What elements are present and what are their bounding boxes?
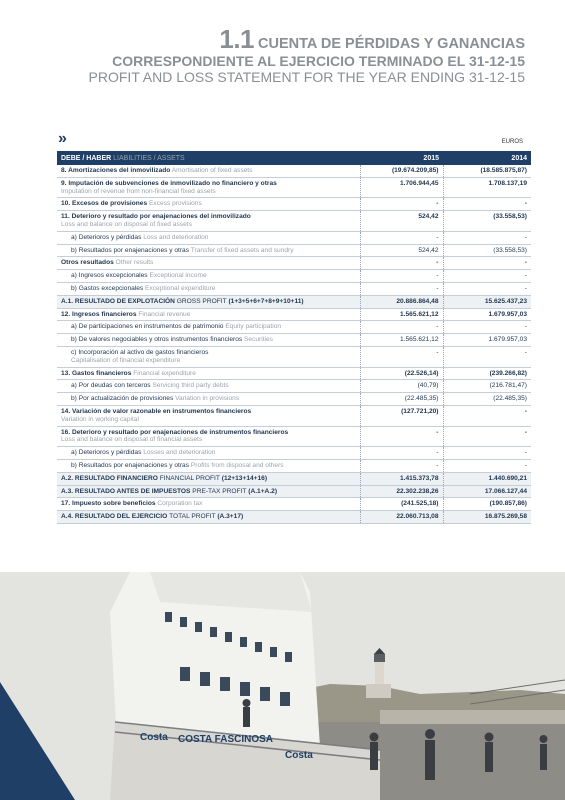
- header-title-line-1: [89, 24, 525, 54]
- row-label-es: A.1. RESULTADO DE EXPLOTACIÓN: [61, 297, 175, 305]
- row-label: [57, 231, 360, 244]
- value-2014: (190.857,86): [443, 498, 531, 511]
- value-2015: (40,79): [360, 380, 443, 393]
- row-label-en: Amortisation of fixed assets: [171, 167, 253, 174]
- row-label-es: 13. Gastos financieros: [61, 369, 132, 377]
- row-label-en: Financial revenue: [138, 310, 191, 318]
- row-label-en: Financial expenditure: [133, 369, 196, 377]
- ship-photo-illustration: [0, 572, 565, 800]
- row-label: [57, 244, 360, 257]
- row-label-en: Servicing third party debts: [152, 382, 229, 390]
- value-2015: -: [360, 282, 443, 295]
- value-2014: (22.485,35): [443, 393, 531, 406]
- table-row: [57, 282, 531, 295]
- table-row: [57, 447, 531, 460]
- table-row: [57, 405, 531, 426]
- value-2015: (127.721,20): [360, 405, 443, 426]
- row-label-es: 14. Variación de valor razonable en instrumentos financieros: [61, 407, 252, 415]
- row-formula: (1+3+5+6+7+8+9+10+11): [228, 297, 304, 305]
- value-2014: 17.066.127,44: [443, 485, 531, 498]
- value-2014: (18.585.875,87): [443, 165, 531, 177]
- hull-text-costa-2: Costa: [285, 750, 313, 761]
- value-2014: 1.679.957,03: [443, 308, 531, 321]
- row-label: [57, 334, 360, 347]
- row-label-en: Equity participation: [225, 323, 282, 331]
- hull-text-fascinosa: COSTA FASCINOSA: [178, 734, 274, 745]
- value-2015: (241.525,18): [360, 498, 443, 511]
- row-label: [57, 270, 360, 283]
- row-label-en: GROSS PROFIT: [176, 297, 227, 305]
- table-row: [57, 231, 531, 244]
- value-2015: 22.060.713,08: [360, 511, 443, 524]
- row-label-en: Variation in provisions: [175, 395, 240, 403]
- value-2014: (33.558,53): [443, 211, 531, 232]
- table-row: [57, 380, 531, 393]
- value-2015: (19.674.209,85): [360, 165, 443, 177]
- row-label-es: b) Gastos excepcionales: [71, 284, 144, 292]
- value-2015: 524,42: [360, 211, 443, 232]
- row-label: [57, 380, 360, 393]
- row-label: [57, 426, 360, 447]
- row-label: [57, 511, 360, 524]
- row-label-en: Corporation tax: [157, 500, 203, 508]
- row-label: [57, 282, 360, 295]
- row-label-es: c) Incorporación al activo de gastos financieros: [71, 348, 209, 356]
- row-label-es: a) Deterioros y pérdidas: [71, 233, 142, 241]
- value-2014: 1.708.137,19: [443, 177, 531, 198]
- row-label-es: 16. Deterioro y resultado por enajenaciones de instrumentos financieros: [61, 428, 289, 436]
- row-label-en: Imputation of revenue from non-financial fixed assets: [61, 187, 216, 195]
- row-label-en: Exceptional expenditure: [145, 284, 216, 292]
- value-2014: 16.875.269,58: [443, 511, 531, 524]
- row-label-es: b) De valores negociables y otros instrumentos financieros: [71, 336, 243, 344]
- header-label: [57, 151, 360, 165]
- row-label-en: TOTAL PROFIT: [169, 513, 216, 521]
- row-label: [57, 308, 360, 321]
- value-2014: -: [443, 447, 531, 460]
- report-header: [88, 24, 525, 85]
- row-label-es: Otros resultados: [61, 259, 114, 267]
- row-label: [57, 405, 360, 426]
- value-2014: -: [443, 231, 531, 244]
- value-2015: -: [360, 257, 443, 270]
- value-2014: -: [443, 346, 531, 367]
- row-label-en: Capitalisation of financial expenditure: [71, 356, 181, 364]
- row-formula: (A.3+17): [217, 513, 244, 521]
- value-2014: 15.625.437,23: [443, 295, 531, 308]
- value-2014: 1.440.690,21: [443, 472, 531, 485]
- table-row: [57, 498, 531, 511]
- value-2015: -: [360, 346, 443, 367]
- row-label-en: Exceptional income: [149, 272, 207, 280]
- row-label-en: Other results: [115, 259, 154, 267]
- chevron-icon: »: [58, 130, 67, 147]
- value-2014: -: [443, 321, 531, 334]
- row-label: [57, 393, 360, 406]
- row-label-es: 12. Ingresos financieros: [61, 310, 137, 318]
- row-label: [57, 198, 360, 211]
- row-label-es: a) Ingresos excepcionales: [71, 272, 148, 280]
- value-2015: -: [360, 198, 443, 211]
- row-label-en: Excess provisions: [148, 200, 202, 208]
- row-label-es: 10. Excesos de provisiones: [61, 200, 148, 208]
- row-formula: (12+13+14+16): [221, 474, 268, 482]
- row-label-es: 17. Impuesto sobre beneficios: [61, 500, 156, 508]
- table-row: [57, 511, 531, 524]
- table-header-row: [57, 151, 531, 165]
- value-2015: (22.485,35): [360, 393, 443, 406]
- value-2015: -: [360, 321, 443, 334]
- row-label-es: A.4. RESULTADO DEL EJERCICIO: [61, 513, 168, 521]
- row-label: [57, 177, 360, 198]
- table-row: [57, 177, 531, 198]
- row-label-en: Securities: [244, 336, 273, 344]
- title-es-2: CORRESPONDIENTE AL EJERCICIO TERMINADO EL 31-12-15: [112, 53, 525, 69]
- row-label-en: Variation in working capital: [61, 415, 139, 423]
- value-2015: -: [360, 447, 443, 460]
- table-row: [57, 321, 531, 334]
- row-label-en: Loss and deterioration: [143, 233, 209, 241]
- value-2015: -: [360, 231, 443, 244]
- table-row: [57, 244, 531, 257]
- row-label-es: a) Por deudas con terceros: [71, 382, 151, 390]
- table-row: [57, 295, 531, 308]
- table-row: [57, 472, 531, 485]
- hull-text-costa-1: Costa: [140, 732, 168, 743]
- row-label-es: 9. Imputación de subvenciones de inmovilizado no financiero y otras: [61, 179, 277, 187]
- row-label-es: a) Deterioros y pérdidas: [71, 449, 142, 457]
- row-label-en: FINANCIAL PROFIT: [159, 474, 220, 482]
- section-number: 1.1: [219, 24, 255, 54]
- row-label: [57, 498, 360, 511]
- value-2015: 1.565.621,12: [360, 334, 443, 347]
- table-row: [57, 211, 531, 232]
- table-row: [57, 308, 531, 321]
- table-row: [57, 198, 531, 211]
- value-2015: 1.565.621,12: [360, 308, 443, 321]
- row-label-en: Transfer of fixed assets and sundry: [190, 246, 294, 254]
- table-row: [57, 334, 531, 347]
- row-label-es: a) De participaciones en instrumentos de patrimonio: [71, 323, 224, 331]
- value-2014: -: [443, 426, 531, 447]
- value-2015: 524,42: [360, 244, 443, 257]
- row-label: [57, 447, 360, 460]
- value-2014: 1.679.957,03: [443, 334, 531, 347]
- value-2015: 1.415.373,78: [360, 472, 443, 485]
- row-label-es: A.3. RESULTADO ANTES DE IMPUESTOS: [61, 487, 191, 495]
- row-label-es: 11. Deterioro y resultado por enajenaciones del inmovilizado: [61, 213, 251, 221]
- value-2014: (33.558,53): [443, 244, 531, 257]
- row-label: [57, 472, 360, 485]
- value-2015: -: [360, 459, 443, 472]
- value-2014: (239.266,82): [443, 367, 531, 380]
- row-label-en: Losses and deterioration: [143, 449, 216, 457]
- value-2015: 1.706.944,45: [360, 177, 443, 198]
- table-row: [57, 367, 531, 380]
- value-2014: -: [443, 405, 531, 426]
- title-en: PROFIT AND LOSS STATEMENT FOR THE YEAR ENDING 31-12-15: [88, 69, 525, 85]
- value-2014: -: [443, 257, 531, 270]
- table-row: [57, 459, 531, 472]
- value-2015: (22.526,14): [360, 367, 443, 380]
- title-es-1: CUENTA DE PÉRDIDAS Y GANANCIAS: [258, 36, 525, 52]
- currency-label: EUROS: [501, 139, 523, 145]
- row-label-en: PRE-TAX PROFIT: [192, 487, 247, 495]
- value-2015: -: [360, 270, 443, 283]
- row-label-es: A.2. RESULTADO FINANCIERO: [61, 474, 158, 482]
- header-label-es: DEBE / HABER: [61, 154, 112, 162]
- row-label-es: b) Por actualización de provisiones: [71, 395, 174, 403]
- row-label: [57, 346, 360, 367]
- value-2014: (216.781,47): [443, 380, 531, 393]
- value-2014: -: [443, 270, 531, 283]
- row-label: [57, 165, 360, 177]
- row-label: [57, 257, 360, 270]
- row-label: [57, 321, 360, 334]
- table-row: [57, 346, 531, 367]
- row-label: [57, 485, 360, 498]
- row-label-en: Loss and balance on disposal of fixed assets: [61, 220, 192, 228]
- header-year-2015: 2015: [360, 151, 443, 165]
- table-row: [57, 426, 531, 447]
- row-label-en: Loss and balance on disposal of financial assets: [61, 436, 203, 444]
- row-label-es: 8. Amortizaciones del inmovilizado: [61, 167, 171, 174]
- row-label: [57, 367, 360, 380]
- row-label: [57, 295, 360, 308]
- value-2015: -: [360, 426, 443, 447]
- table-row: [57, 485, 531, 498]
- profit-loss-table: [57, 151, 531, 524]
- row-label: [57, 459, 360, 472]
- ship-photo: [0, 572, 565, 800]
- table-row: [57, 257, 531, 270]
- row-formula: (A.1+A.2): [248, 487, 278, 495]
- row-label-en: Profits from disposal and others: [190, 461, 284, 469]
- value-2014: -: [443, 459, 531, 472]
- value-2015: 20.886.864,48: [360, 295, 443, 308]
- value-2014: -: [443, 282, 531, 295]
- table-row: [57, 393, 531, 406]
- row-label-es: b) Resultados por enajenaciones y otras: [71, 246, 190, 254]
- value-2015: 22.302.238,26: [360, 485, 443, 498]
- table-row: [57, 165, 531, 177]
- header-year-2014: 2014: [443, 151, 531, 165]
- value-2014: -: [443, 198, 531, 211]
- header-label-en: LIABILITIES / ASSETS: [113, 154, 185, 162]
- row-label-es: b) Resultados por enajenaciones y otras: [71, 461, 190, 469]
- table-row: [57, 270, 531, 283]
- row-label: [57, 211, 360, 232]
